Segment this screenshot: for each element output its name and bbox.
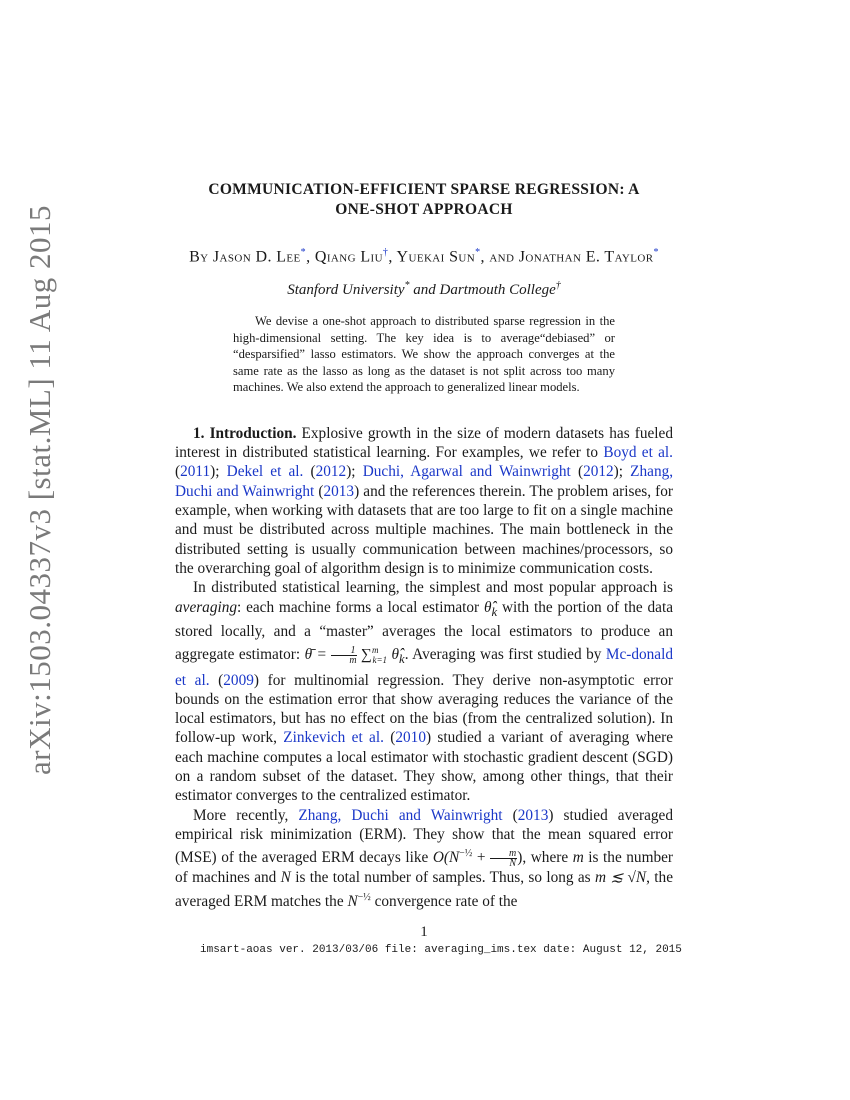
affiliations [175,280,673,299]
math-fraction [331,646,356,665]
math-n: (N [443,849,460,867]
author-list [175,242,673,268]
text-run: ) [354,482,360,500]
citation-zinkevich[interactable]: Zinkevich et al. [283,729,384,747]
abstract: We devise a one-shot approach to distributed sparse regression in the high-dimensional setting. The key idea is to average“debiased” or “desparsified” lasso estimators. We show the approach converges at the same rate as the lasso as long as the dataset is not split across too many machines. We also extend the approach to generalized linear models. [233,314,615,395]
affiliation-and: and [409,282,440,299]
text-run: and the references therein. The problem arises, for example, when working with datasets that are too large to fit on a single machine and must be distributed across multiple machines. The main bottleneck in the distributed setting is usually communication between machines/processors, so the overarching goal of algorithm design is to minimize communication costs. [175,482,673,577]
introduction-section [175,424,673,911]
author-liu: Qiang Liu [314,248,383,266]
author-lee-mark[interactable]: * [300,247,307,258]
math-sum: ∑ [356,646,372,664]
fraction-denominator: m [349,655,357,667]
citation-dekel-year[interactable]: 2012 [315,463,347,481]
citation-zhang-year[interactable]: 2013 [323,482,355,500]
author-lee: Jason D. Lee [212,248,301,266]
citation-boyd[interactable]: Boyd et al. [603,444,673,462]
citation-zinkevich-year[interactable]: 2010 [395,729,426,747]
emphasis-averaging: averaging [175,598,238,616]
title-line-2: ONE-SHOT APPROACH [335,201,513,218]
citation-zhang[interactable]: Zhang, Duchi and Wainwright [175,463,674,500]
author-separator: , [388,248,397,266]
math-condition: m ≲ √N [594,869,647,887]
math-exponent: −½ [357,891,371,903]
math-n: N [280,869,291,887]
citation-duchi[interactable]: Duchi, Agarwal and Wainwright [362,463,571,481]
intro-paragraph-2 [175,578,673,805]
text-run: studied a variant of averaging where each machine computes a local estimator with stochastic gradient descent (SGD) on a random subset of the dataset. They show, among other things, that their estimator converges to the centralized estimator. [175,729,674,805]
text-run: ( [303,463,316,481]
text-run: ) [425,729,432,747]
text-run: ( [209,671,224,689]
text-run: ); [613,463,631,481]
math-subscript: k [399,652,405,667]
math-theta-hat: θ̂ [483,598,492,616]
intro-paragraph-1 [175,424,673,578]
citation-duchi-year[interactable]: 2012 [583,463,614,481]
author-sun: Yuekai Sun [396,248,476,266]
arxiv-sidebar [0,0,60,1100]
affiliation-dartmouth-mark: † [555,280,561,292]
math-plus: + [472,849,491,867]
math-exponent: −½ [459,848,473,860]
text-run: ) [253,671,259,689]
fraction-denominator: N [509,858,516,870]
math-sum-lower: k=1 [372,655,388,666]
citation-boyd-year[interactable]: 2011 [180,463,211,481]
paper-page [175,180,682,956]
author-taylor-mark[interactable]: * [653,247,659,258]
text-run: ( [314,482,324,500]
text-run: ( [175,463,181,481]
by-label: By [189,248,213,266]
author-separator: , and [480,248,519,266]
math-theta-bar: θ̄ = [304,646,332,664]
title-line-1: COMMUNICATION-EFFICIENT SPARSE REGRESSION: A [208,181,640,198]
author-liu-mark[interactable]: † [382,247,389,258]
citation-zhang-2[interactable]: Zhang, Duchi and Wainwright [298,806,503,824]
fraction-numerator: m [490,849,517,859]
math-sum-upper: m [371,645,379,656]
paper-title [175,180,673,220]
page-number: 1 [420,924,428,940]
text-run: convergence rate of the [370,892,518,910]
intro-paragraph-3 [175,806,673,911]
math-close-paren: ) [517,849,523,867]
text-run: ); [346,463,363,481]
citation-mcdonald[interactable]: Mc-donald et al. [175,646,673,689]
text-run: , the averaged ERM matches the [175,869,673,910]
text-run: , where [522,849,573,867]
author-sun-mark[interactable]: * [475,247,481,258]
text-run: studied averaged empirical risk minimization (ERM). They show that the mean squared error (MSE) of the averaged ERM decays like [175,806,673,867]
section-heading: 1. Introduction. [193,424,297,442]
math-n: N [347,892,358,910]
text-run: ( [383,729,396,747]
text-run: ( [570,463,584,481]
citation-zhang-2-year[interactable]: 2013 [517,806,549,824]
citation-mcdonald-year[interactable]: 2009 [223,671,254,689]
text-run: ); [210,463,227,481]
author-taylor: Jonathan E. Taylor [518,248,654,266]
affiliation-stanford-mark: * [404,280,410,292]
math-theta-hat: θ̂ [387,646,400,664]
text-run: ( [502,806,518,824]
math-big-o: O [432,849,444,867]
affiliation-stanford: Stanford University [287,282,405,299]
math-fraction [490,849,517,868]
text-run: Explosive growth in the size of modern datasets has fueled interest in distributed statistical learning. For examples, we refer to [175,424,673,462]
text-run: In distributed statistical learning, the simplest and most popular approach is [193,579,673,597]
text-run: for multinomial regression. They derive non-asymptotic error bounds on the estimation error that show averaging reduces the variance of the local estimators, but has no effect on the bias (from the centralized solution). In follow-up work, [175,671,673,747]
math-m: m [572,849,584,867]
footer-build-info: imsart-aoas ver. 2013/03/06 file: averaging_ims.tex date: August 12, 2015 [200,944,682,956]
fraction-numerator: 1 [331,646,356,656]
author-separator: , [306,248,315,266]
arxiv-identifier: arXiv:1503.04337v3 [stat.ML] 11 Aug 2015 [22,205,57,775]
affiliation-dartmouth: Dartmouth College [439,282,556,299]
citation-dekel[interactable]: Dekel et al. [226,463,304,481]
text-run: is the total number of samples. Thus, so long as [290,869,595,887]
text-run: . Averaging was first studied by [404,646,606,664]
text-run: with the portion of the data stored locally, and a “master” averages the local estimators to produce an aggregate estimator: [175,598,673,664]
math-subscript: k [491,604,498,619]
text-run: More recently, [193,806,299,824]
text-run: ) [548,806,554,824]
text-run: is the number of machines and [175,849,674,887]
text-run: : each machine forms a local estimator [237,598,484,616]
